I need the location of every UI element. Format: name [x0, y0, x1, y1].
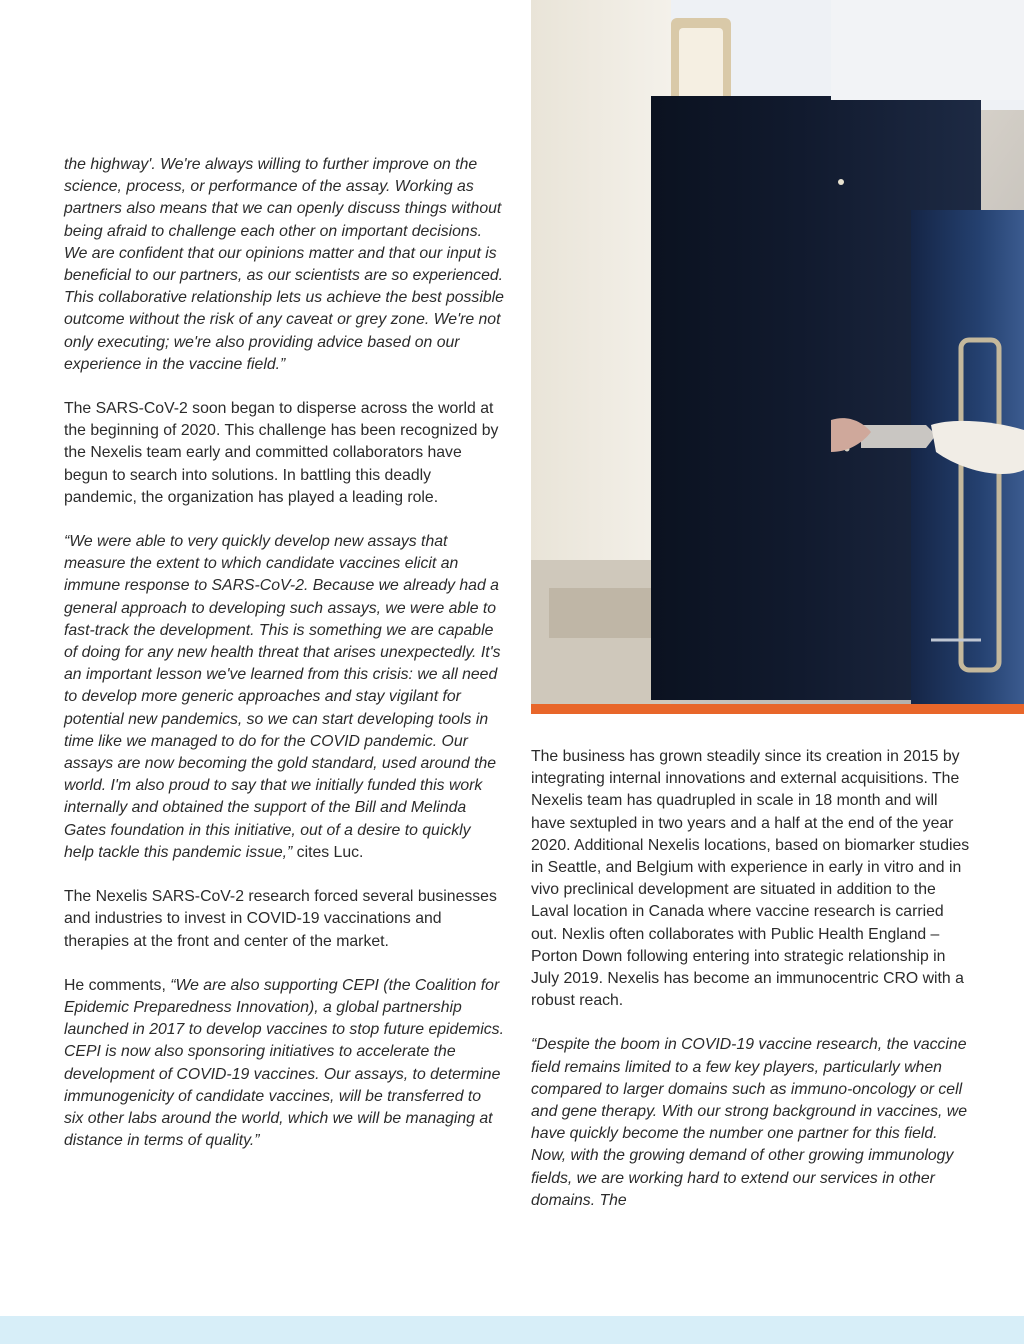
right-text-column [531, 746, 971, 1234]
quote-paragraph-assays [64, 531, 504, 864]
left-text-column [64, 154, 504, 1174]
assays-quote-attribution: cites Luc. [292, 843, 364, 861]
body-paragraph-sars-cov-2: The SARS-CoV-2 soon began to disperse across the world at the beginning of 2020. This challenge has been recognized by the Nexelis team early and committed collaborators have begun to search into solutions. In battling this deadly pandemic, the organization has played a leading role. [64, 400, 499, 506]
quote-paragraph-cepi [64, 975, 504, 1153]
cepi-lead-text: He comments, [64, 976, 171, 994]
assays-quote-text: “We were able to very quickly develop new assays that measure the extent to which candidate vaccines elicit an immune response to SARS-CoV-2. Because we already had a general approach to developing such assays, we were able to fast-track the development. This is something we are capable of doing for any new health threat that arises unexpectedly. It's an important lesson we've learned from this crisis: we all need to develop more generic approaches and stay vigilant for potential new pandemics, so we can start developing tools in time like we managed to do for the COVID pandemic. Our assays are now becoming the gold standard, used around the world. I'm also proud to say that we initially funded this work internally and obtained the support of the Bill and Melinda Gates foundation in this initiative, out of a desire to quickly help tackle this pandemic issue,” [64, 533, 501, 861]
body-paragraph-business-growth: The business has grown steadily since its creation in 2015 by integrating internal innovations and external acquisitions. The Nexelis team has quadrupled in scale in 18 month and will have sextupled in two years and a half at the end of the year 2020. Additional Nexelis locations, based on biomarker studies in Seattle, and Belgium with experience in early in vitro and in vivo preclinical development are situated in addition to the Laval location in Canada where vaccine research is carried out. Nexlis often collaborates with Public Health England – Porton Down following entering into strategic relationship in July 2019. Nexelis has become an immunocentric CRO with a robust reach. [531, 748, 970, 1010]
quote-paragraph-collaboration: the highway'. We're always willing to further improve on the science, process, or performance of the assay. Working as partners also means that we can openly discuss things without being afraid to challenge each other on important decisions. We are confident that our opinions matter and that our input is beneficial to our partners, as our scientists are so experienced. This collaborative relationship lets us achieve the best possible outcome without the risk of any caveat or grey zone. We're not only executing; we're also providing advice based on our experience in the vaccine field.” [64, 156, 504, 373]
cepi-quote-text: “We are also supporting CEPI (the Coalition for Epidemic Preparedness Innovation), a global partnership launched in 2017 to develop vaccines to stop future epidemics. CEPI is now also sponsoring initiatives to accelerate the development of COVID-19 vaccines. Our assays, to determine immunogenicity of candidate vaccines, will be transferred to six other labs around the world, which we will be managing at distance in terms of quality.” [64, 976, 504, 1150]
laboratory-freezer-photo [531, 0, 1024, 704]
footer-band [0, 1316, 1024, 1344]
quote-paragraph-vaccine-field: “Despite the boom in COVID-19 vaccine research, the vaccine field remains limited to a few key players, particularly when compared to larger domains such as immuno-oncology or cell and gene therapy. With our strong background in vaccines, we have quickly become the number one partner for this field. Now, with the growing demand of other growing immunology fields, we are working hard to extend our services in other domains. The [531, 1036, 967, 1209]
body-paragraph-research-impact: The Nexelis SARS-CoV-2 research forced several businesses and industries to invest in COVID-19 vaccinations and therapies at the front and center of the market. [64, 888, 497, 950]
orange-accent-bar [531, 704, 1024, 714]
